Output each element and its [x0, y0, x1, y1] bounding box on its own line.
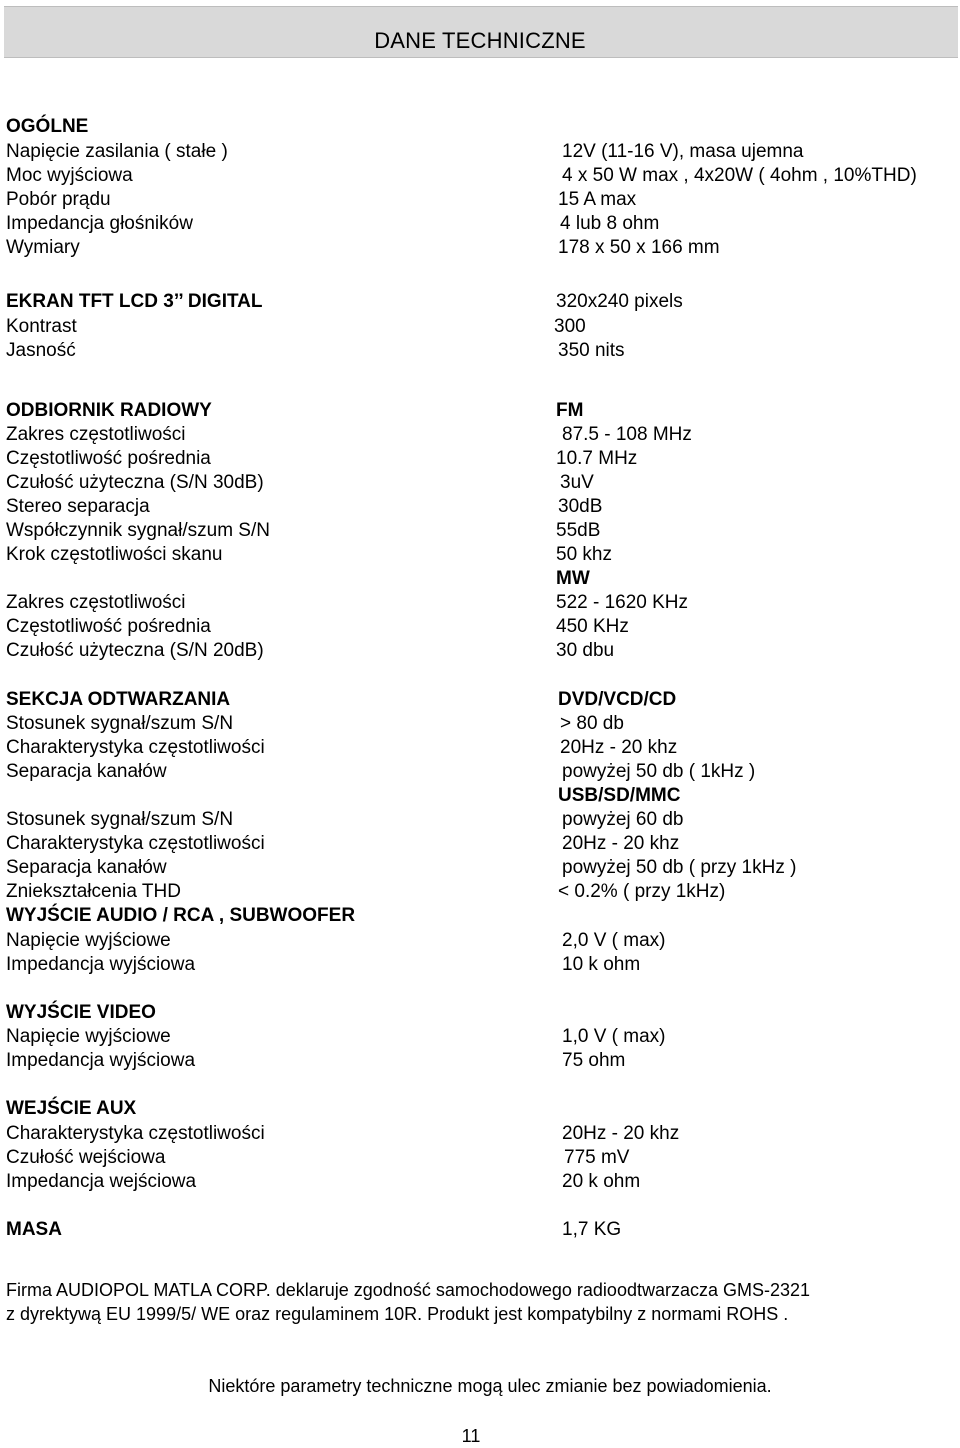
- spec-label: Separacja kanałów: [6, 761, 167, 782]
- spec-value: 1,7 KG: [562, 1219, 622, 1240]
- spec-label: Współczynnik sygnał/szum S/N: [6, 520, 270, 541]
- spec-value: 522 - 1620 KHz: [556, 592, 689, 613]
- section-heading-video-out: WYJŚCIE VIDEO: [6, 1002, 156, 1023]
- spec-label: Charakterystyka częstotliwości: [6, 833, 265, 854]
- spec-value: 350 nits: [558, 340, 625, 361]
- declaration-line-1: Firma AUDIOPOL MATLA CORP. deklaruje zgodność samochodowego radioodtwarzacza GMS-2321: [6, 1280, 811, 1300]
- spec-label: Pobór prądu: [6, 189, 111, 210]
- spec-label: Impedancja głośników: [6, 213, 193, 234]
- spec-label: Impedancja wyjściowa: [6, 1050, 196, 1071]
- spec-value: 10.7 MHz: [556, 448, 638, 469]
- section-heading-aux-in: WEJŚCIE AUX: [6, 1098, 137, 1119]
- spec-label: Charakterystyka częstotliwości: [6, 737, 265, 758]
- band-label-fm: FM: [556, 400, 584, 421]
- spec-value: 20Hz - 20 khz: [562, 833, 680, 854]
- spec-label: Krok częstotliwości skanu: [6, 544, 223, 565]
- spec-value: 20Hz - 20 khz: [562, 1123, 680, 1144]
- spec-value: 75 ohm: [562, 1050, 626, 1071]
- spec-label: Zniekształcenia THD: [6, 881, 181, 902]
- section-heading-radio: ODBIORNIK RADIOWY: [6, 400, 212, 421]
- section-heading-general: OGÓLNE: [6, 116, 89, 137]
- spec-value: 10 k ohm: [562, 954, 641, 975]
- spec-value: 55dB: [556, 520, 601, 541]
- spec-label: Moc wyjściowa: [6, 165, 133, 186]
- spec-value: 20 k ohm: [562, 1171, 641, 1192]
- spec-label: Częstotliwość pośrednia: [6, 616, 211, 637]
- spec-value: 4 x 50 W max , 4x20W ( 4ohm , 10%THD): [562, 165, 917, 186]
- section-heading-screen: EKRAN TFT LCD 3’’ DIGITAL: [6, 291, 263, 312]
- spec-label: Czułość wejściowa: [6, 1147, 166, 1168]
- spec-value: 300: [554, 316, 586, 337]
- spec-label: Charakterystyka częstotliwości: [6, 1123, 265, 1144]
- media-label-disc: DVD/VCD/CD: [558, 689, 677, 710]
- spec-value: powyżej 50 db ( przy 1kHz ): [562, 857, 797, 878]
- spec-label: Napięcie wyjściowe: [6, 1026, 171, 1047]
- spec-value: 50 khz: [556, 544, 612, 565]
- spec-value: 4 lub 8 ohm: [560, 213, 660, 234]
- spec-label: Jasność: [6, 340, 76, 361]
- spec-value: 3uV: [560, 472, 594, 493]
- spec-value: powyżej 60 db: [562, 809, 684, 830]
- spec-label: Napięcie wyjściowe: [6, 930, 171, 951]
- section-heading-mass: MASA: [6, 1219, 62, 1240]
- spec-label: Impedancja wejściowa: [6, 1171, 197, 1192]
- spec-value: 87.5 - 108 MHz: [562, 424, 692, 445]
- media-label-usb: USB/SD/MMC: [558, 785, 681, 806]
- spec-value: 15 A max: [558, 189, 637, 210]
- declaration-line-2: z dyrektywą EU 1999/5/ WE oraz regulaminem 10R. Produkt jest kompatybilny z normami ROHS .: [6, 1304, 789, 1324]
- spec-value: 1,0 V ( max): [562, 1026, 666, 1047]
- spec-value: 2,0 V ( max): [562, 930, 666, 951]
- spec-value: 20Hz - 20 khz: [560, 737, 678, 758]
- spec-value: 775 mV: [564, 1147, 630, 1168]
- spec-label: Kontrast: [6, 316, 77, 337]
- section-heading-audio-out: WYJŚCIE AUDIO / RCA , SUBWOOFER: [6, 905, 356, 926]
- spec-label: Wymiary: [6, 237, 80, 258]
- spec-label: Napięcie zasilania ( stałe ): [6, 141, 228, 162]
- spec-label: Zakres częstotliwości: [6, 592, 186, 613]
- spec-value: 320x240 pixels: [556, 291, 683, 312]
- spec-label: Impedancja wyjściowa: [6, 954, 196, 975]
- spec-label: Separacja kanałów: [6, 857, 167, 878]
- spec-value: 12V (11-16 V), masa ujemna: [562, 141, 804, 162]
- spec-label: Czułość użyteczna (S/N 30dB): [6, 472, 264, 493]
- spec-value: > 80 db: [560, 713, 624, 734]
- spec-value: < 0.2% ( przy 1kHz): [558, 881, 726, 902]
- spec-value: 450 KHz: [556, 616, 629, 637]
- spec-value: powyżej 50 db ( 1kHz ): [562, 761, 756, 782]
- spec-label: Stosunek sygnał/szum S/N: [6, 809, 234, 830]
- change-notice: Niektóre parametry techniczne mogą ulec zmianie bez powiadomienia.: [208, 1376, 772, 1396]
- spec-label: Zakres częstotliwości: [6, 424, 186, 445]
- spec-value: 30dB: [558, 496, 603, 517]
- band-label-mw: MW: [556, 568, 590, 589]
- page-number: 11: [461, 1426, 481, 1446]
- page-title: DANE TECHNICZNE: [374, 28, 586, 53]
- spec-label: Stereo separacja: [6, 496, 150, 517]
- spec-value: 178 x 50 x 166 mm: [558, 237, 720, 258]
- section-heading-playback: SEKCJA ODTWARZANIA: [6, 689, 231, 710]
- spec-label: Stosunek sygnał/szum S/N: [6, 713, 234, 734]
- spec-label: Czułość użyteczna (S/N 20dB): [6, 640, 264, 661]
- spec-label: Częstotliwość pośrednia: [6, 448, 211, 469]
- spec-value: 30 dbu: [556, 640, 615, 661]
